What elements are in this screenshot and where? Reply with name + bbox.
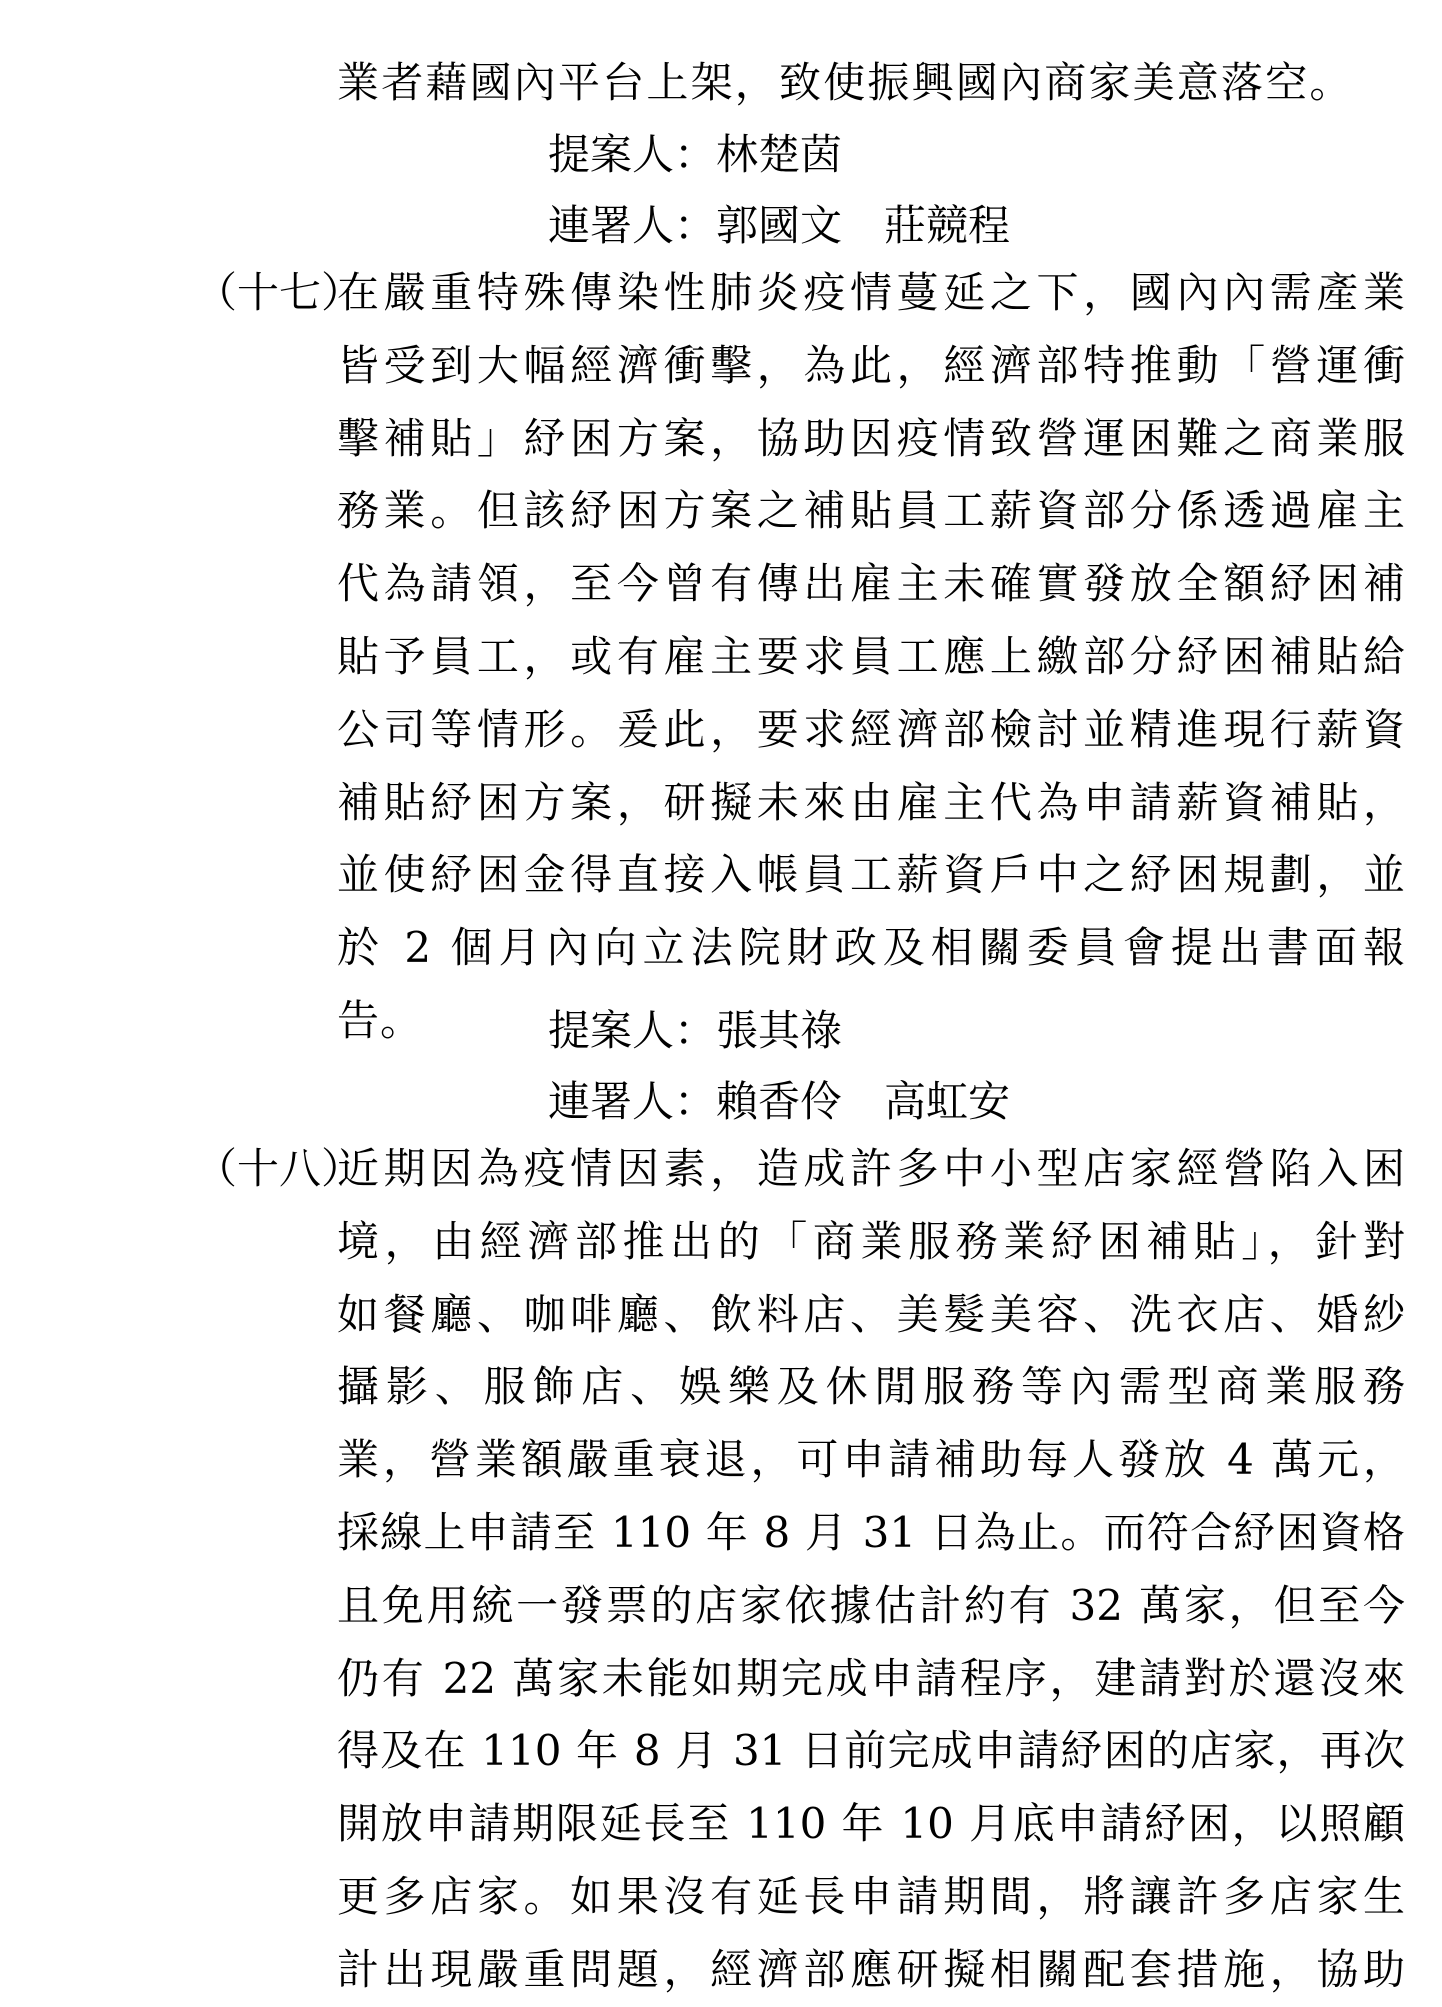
item-18-number: （十八） <box>195 1144 364 1193</box>
item-18-line: 計出現嚴重問題，經濟部應研擬相關配套措施，協助 <box>337 1944 1405 1994</box>
item-17-line: 告。 <box>337 995 424 1045</box>
item-18-line: 仍有 22 萬家未能如期完成申請程序，建請對於還沒來 <box>337 1653 1405 1703</box>
item-18-line: 攝影、服飾店、娛樂及休閒服務等內需型商業服務 <box>337 1362 1405 1412</box>
item-18-line: 更多店家。如果沒有延長申請期間，將讓許多店家生 <box>337 1871 1405 1921</box>
item-17-line: 公司等情形。爰此，要求經濟部檢討並精進現行薪資 <box>337 704 1405 754</box>
item-18-line: 業，營業額嚴重衰退，可申請補助每人發放 4 萬元， <box>337 1435 1405 1485</box>
item-18-body <box>337 1133 1405 2007</box>
item-18-line: 如餐廳、咖啡廳、飲料店、美髮美容、洗衣店、婚紗 <box>337 1289 1405 1339</box>
item-17-line: 擊補貼」紓困方案，協助因疫情致營運困難之商業服 <box>337 413 1405 463</box>
item-17-line: 於 2 個月內向立法院財政及相關委員會提出書面報 <box>337 923 1405 973</box>
intro-line: 業者藉國內平台上架，致使振興國內商家美意落空。 <box>337 58 1354 107</box>
cosigner-line-1: 連署人：郭國文 莊競程 <box>548 201 1011 250</box>
item-17-line: 皆受到大幅經濟衝擊，為此，經濟部特推動「營運衝 <box>337 340 1405 390</box>
item-18-line: 且免用統一發票的店家依據估計約有 32 萬家，但至今 <box>337 1580 1405 1630</box>
item-17-line: 在嚴重特殊傳染性肺炎疫情蔓延之下，國內內需產業 <box>337 268 1405 317</box>
item-17-number: （十七） <box>195 268 364 317</box>
item-18-line: 得及在 110 年 8 月 31 日前完成申請紓困的店家，再次 <box>337 1726 1405 1776</box>
proposer-line-1: 提案人：林楚茵 <box>548 130 843 179</box>
item-17-line: 貼予員工，或有雇主要求員工應上繳部分紓困補貼給 <box>337 631 1405 681</box>
item-18-line: 採線上申請至 110 年 8 月 31 日為止。而符合紓困資格 <box>337 1507 1405 1557</box>
item-17-line: 並使紓困金得直接入帳員工薪資戶中之紓困規劃，並 <box>337 850 1405 900</box>
cosigner-line-2: 連署人：賴香伶 高虹安 <box>548 1077 1011 1126</box>
item-17-line: 補貼紓困方案，研擬未來由雇主代為申請薪資補貼， <box>337 777 1405 827</box>
item-18-line: 近期因為疫情因素，造成許多中小型店家經營陷入困 <box>337 1144 1405 1193</box>
item-17-line: 代為請領，至今曾有傳出雇主未確實發放全額紓困補 <box>337 559 1405 609</box>
item-18-line: 開放申請期限延長至 110 年 10 月底申請紓困，以照顧 <box>337 1799 1405 1849</box>
item-17-line: 務業。但該紓困方案之補貼員工薪資部分係透過雇主 <box>337 486 1405 536</box>
proposer-line-2: 提案人：張其祿 <box>548 1006 843 1055</box>
item-17-body <box>337 257 1405 1058</box>
item-18-line: 境，由經濟部推出的「商業服務業紓困補貼」，針對 <box>337 1216 1405 1266</box>
